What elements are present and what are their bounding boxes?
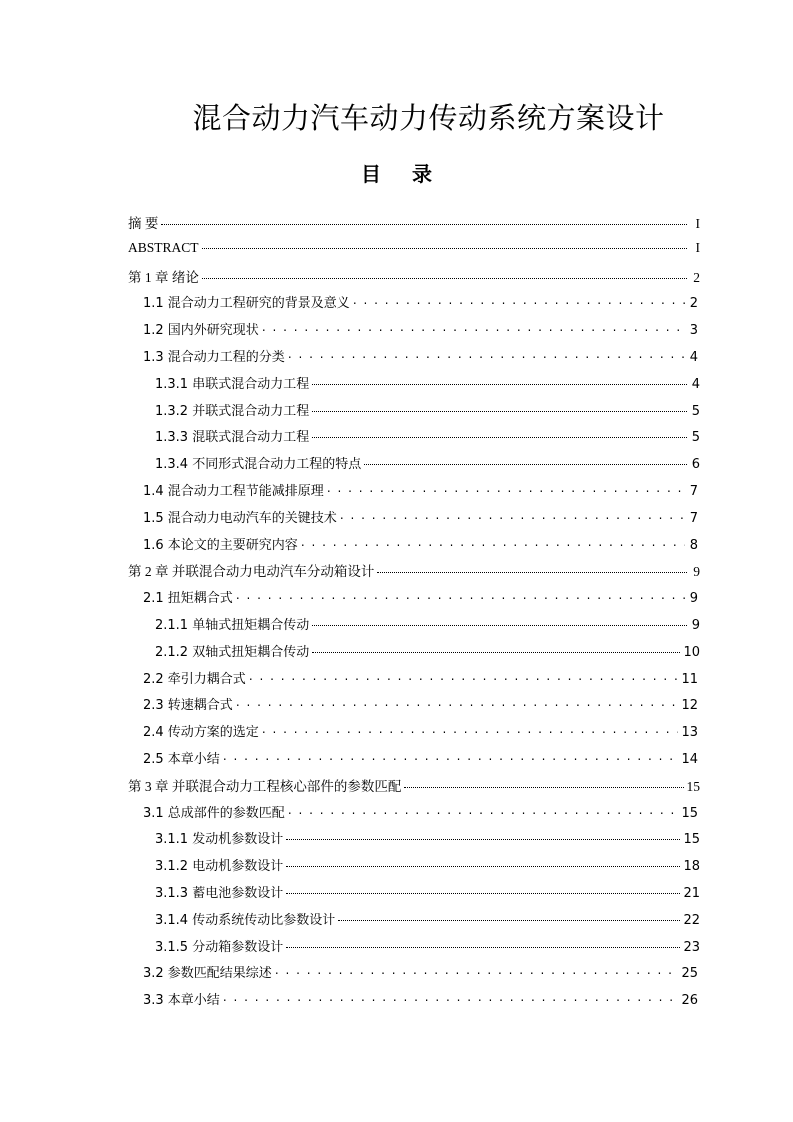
toc-entry[interactable]	[128, 346, 700, 373]
toc-entry-page-number: 13	[681, 725, 698, 741]
toc-leader-dots	[286, 830, 680, 843]
toc-leader-dots	[353, 294, 685, 307]
toc-entry[interactable]	[128, 400, 700, 427]
toc-entry[interactable]	[128, 614, 700, 641]
toc-entry-page-number: 11	[681, 671, 698, 687]
toc-heading: 目 录	[361, 162, 444, 186]
toc-entry-page-number: 8	[689, 537, 698, 553]
toc-entry-label: 1.3.1 串联式混合动力工程	[155, 376, 310, 392]
toc-entry-label: 2.1.1 单轴式扭矩耦合传动	[155, 617, 310, 633]
toc-leader-dots	[338, 911, 680, 924]
toc-entry-page-number: 7	[689, 510, 698, 526]
toc-leader-dots	[202, 239, 687, 253]
toc-entry[interactable]	[128, 266, 700, 293]
toc-entry-page-number: 15	[686, 778, 700, 794]
toc-leader-dots	[312, 375, 687, 388]
toc-entry[interactable]	[128, 292, 700, 319]
toc-leader-dots	[202, 268, 687, 282]
toc-leader-dots	[312, 428, 687, 441]
toc-entry-page-number: 7	[689, 483, 698, 499]
toc-leader-dots	[223, 750, 679, 763]
toc-entry[interactable]	[128, 828, 700, 855]
toc-entry-label: 1.2 国内外研究现状	[143, 323, 259, 339]
toc-entry-label: 摘 要	[128, 216, 159, 231]
toc-entry-label: 1.6 本论文的主要研究内容	[143, 537, 298, 553]
toc-entry-page-number: 23	[683, 939, 700, 955]
toc-entry-label: 3.1.2 电动机参数设计	[155, 859, 284, 875]
toc-entry-page-number: 9	[689, 591, 698, 607]
toc-entry[interactable]	[128, 936, 700, 963]
toc-entry[interactable]	[128, 962, 700, 989]
toc-entry-label: 1.3.4 不同形式混合动力工程的特点	[155, 457, 362, 473]
document-title: 混合动力汽车动力传动系统方案设计	[192, 101, 665, 135]
toc-entry-label: ABSTRACT	[128, 240, 199, 256]
toc-entry-label: 1.3 混合动力工程的分类	[143, 349, 285, 365]
toc-entry-page-number: 25	[681, 966, 698, 982]
toc-entry-page-number: I	[695, 216, 700, 231]
toc-entry-label: 2.5 本章小结	[143, 751, 220, 767]
toc-leader-dots	[301, 536, 685, 549]
toc-entry-label: 2.3 转速耦合式	[143, 698, 233, 714]
toc-entry[interactable]	[128, 507, 700, 534]
toc-entry-label: 3.1.5 分动箱参数设计	[155, 939, 284, 955]
toc-entry-label: 3.2 参数匹配结果综述	[143, 966, 272, 982]
toc-entry[interactable]	[128, 775, 700, 802]
toc-entry-label: 2.4 传动方案的选定	[143, 725, 259, 741]
toc-entry-page-number: 26	[681, 993, 698, 1009]
toc-entry-page-number: 10	[683, 644, 700, 660]
toc-entry[interactable]	[128, 239, 700, 266]
toc-entry[interactable]	[128, 534, 700, 561]
toc-leader-dots	[236, 589, 685, 602]
toc-entry-page-number: 9	[693, 564, 700, 580]
toc-entry-page-number: 14	[681, 751, 698, 767]
toc-entry-page-number: 4	[689, 349, 698, 365]
toc-entry[interactable]	[128, 802, 700, 829]
toc-entry-label: 1.1 混合动力工程研究的背景及意义	[143, 296, 350, 312]
toc-entry[interactable]	[128, 748, 700, 775]
toc-entry-label: 第 3 章 并联混合动力工程核心部件的参数匹配	[128, 778, 402, 794]
toc-entry-label: 3.1.4 传动系统传动比参数设计	[155, 912, 336, 928]
toc-entry[interactable]	[128, 641, 700, 668]
toc-entry-label: 3.1 总成部件的参数匹配	[143, 805, 285, 821]
toc-leader-dots	[364, 455, 687, 468]
toc-entry[interactable]	[128, 560, 700, 587]
toc-entry-label: 3.1.1 发动机参数设计	[155, 832, 284, 848]
toc-entry[interactable]	[128, 989, 700, 1016]
toc-entry-label: 2.1.2 双轴式扭矩耦合传动	[155, 644, 310, 660]
toc-leader-dots	[262, 321, 685, 334]
toc-entry-page-number: 3	[689, 323, 698, 339]
toc-entry-label: 1.3.2 并联式混合动力工程	[155, 403, 310, 419]
toc-entry-page-number: 4	[691, 376, 700, 392]
toc-leader-dots	[236, 696, 679, 709]
toc-leader-dots	[327, 482, 685, 495]
toc-leader-dots	[223, 991, 679, 1004]
toc-entry-page-number: 9	[691, 617, 700, 633]
toc-leader-dots	[340, 509, 685, 522]
toc-entry-label: 1.3.3 混联式混合动力工程	[155, 430, 310, 446]
toc-leader-dots	[404, 777, 683, 791]
toc-leader-dots	[262, 723, 679, 736]
toc-entry-page-number: 15	[683, 832, 700, 848]
toc-entry-page-number: 2	[689, 296, 698, 312]
toc-entry-label: 3.1.3 蓄电池参数设计	[155, 885, 284, 901]
toc-entry-page-number: 15	[681, 805, 698, 821]
toc-entry-page-number: 6	[691, 457, 700, 473]
toc-leader-dots	[288, 348, 685, 361]
toc-leader-dots	[312, 616, 687, 629]
toc-entry[interactable]	[128, 453, 700, 480]
toc-entry-label: 2.2 牵引力耦合式	[143, 671, 246, 687]
toc-entry-page-number: 18	[683, 859, 700, 875]
toc-entry[interactable]	[128, 855, 700, 882]
toc-entry[interactable]	[128, 373, 700, 400]
toc-leader-dots	[312, 643, 680, 656]
toc-entry-page-number: 2	[693, 269, 700, 285]
toc-leader-dots	[377, 563, 687, 577]
toc-entry-label: 2.1 扭矩耦合式	[143, 591, 233, 607]
toc-entry[interactable]	[128, 882, 700, 909]
table-of-contents	[128, 212, 700, 1016]
toc-leader-dots	[288, 804, 679, 817]
toc-entry-label: 3.3 本章小结	[143, 993, 220, 1009]
toc-leader-dots	[161, 215, 687, 229]
toc-entry-page-number: 5	[691, 430, 700, 446]
toc-entry-label: 第 1 章 绪论	[128, 269, 199, 285]
toc-leader-dots	[286, 938, 680, 951]
toc-entry[interactable]	[128, 721, 700, 748]
toc-leader-dots	[275, 964, 679, 977]
toc-leader-dots	[249, 670, 679, 683]
toc-entry[interactable]	[128, 319, 700, 346]
toc-entry[interactable]	[128, 668, 700, 695]
toc-entry[interactable]	[128, 587, 700, 614]
toc-entry-page-number: I	[695, 240, 700, 256]
toc-entry-page-number: 5	[691, 403, 700, 419]
toc-entry[interactable]	[128, 694, 700, 721]
toc-leader-dots	[286, 884, 680, 897]
toc-entry[interactable]	[128, 212, 700, 239]
toc-entry-page-number: 21	[683, 885, 700, 901]
toc-entry[interactable]	[128, 909, 700, 936]
toc-entry[interactable]	[128, 480, 700, 507]
toc-leader-dots	[286, 857, 680, 870]
toc-entry-page-number: 12	[681, 698, 698, 714]
toc-entry[interactable]	[128, 426, 700, 453]
toc-entry-page-number: 22	[683, 912, 700, 928]
toc-leader-dots	[312, 402, 687, 415]
toc-entry-label: 1.5 混合动力电动汽车的关键技术	[143, 510, 337, 526]
toc-entry-label: 第 2 章 并联混合动力电动汽车分动箱设计	[128, 564, 375, 580]
toc-entry-label: 1.4 混合动力工程节能减排原理	[143, 483, 324, 499]
